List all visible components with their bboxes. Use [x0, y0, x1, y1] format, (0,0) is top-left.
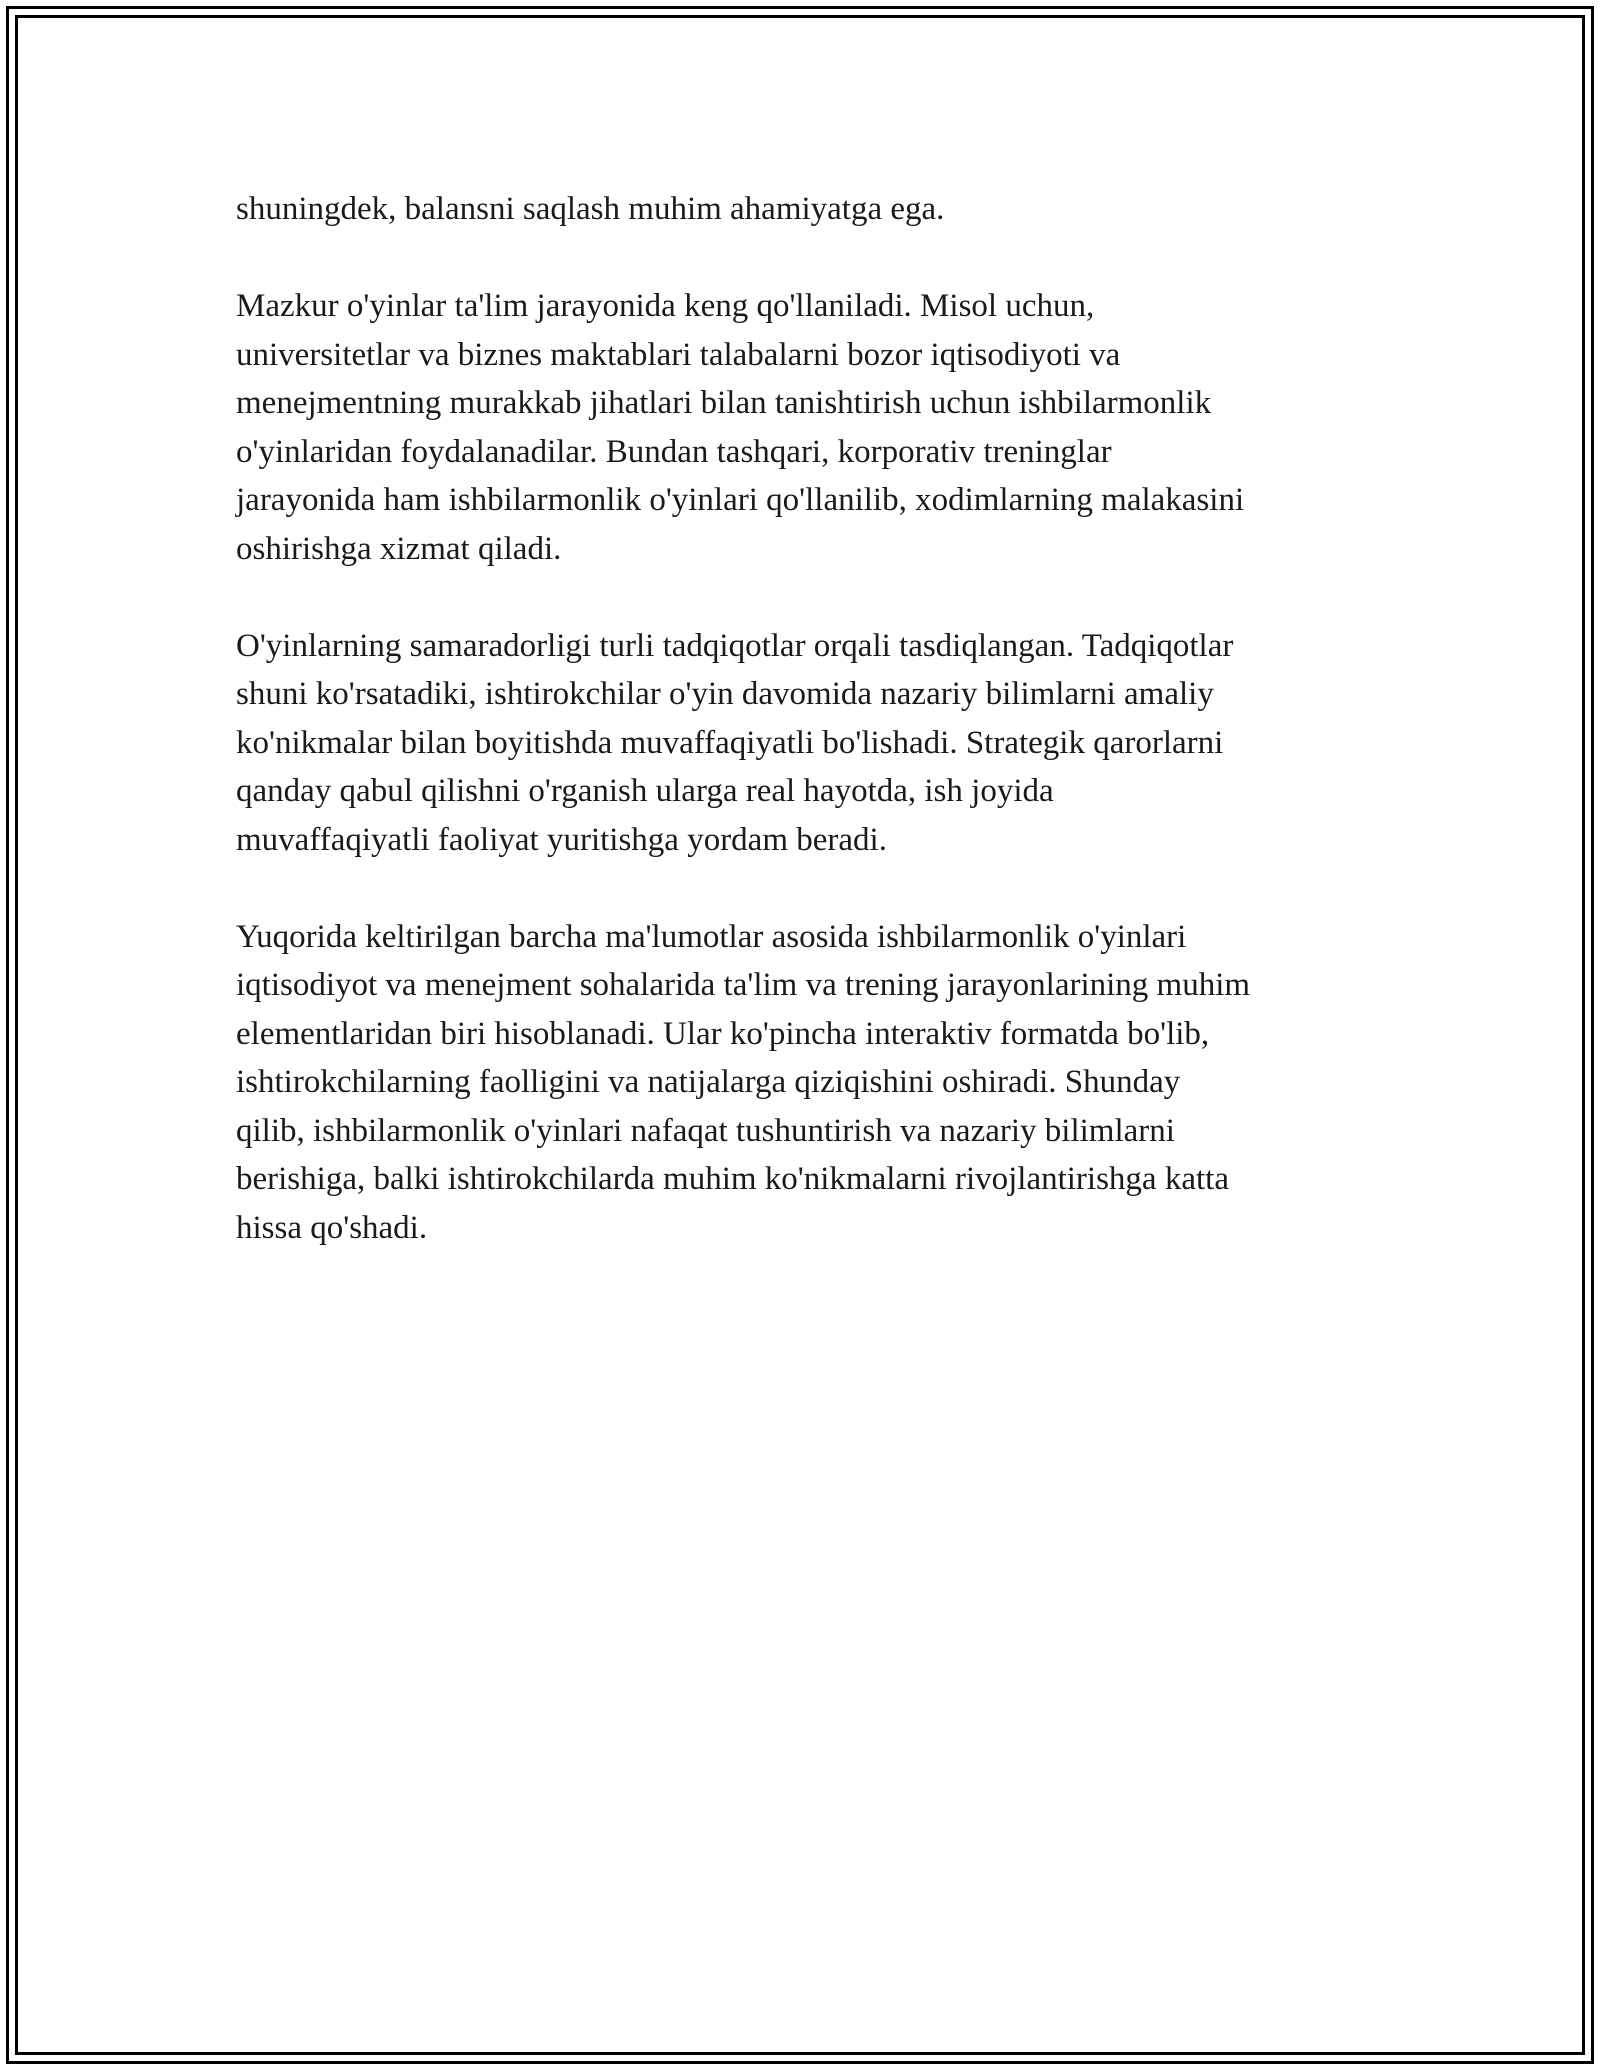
text-line: ishtirokchilarning faolligini va natijalarga qiziqishini oshiradi. Shunday [236, 1064, 1181, 1100]
text-line: qilib, ishbilarmonlik o'yinlari nafaqat tushuntirish va nazariy bilimlarni [236, 1112, 1175, 1149]
text-line: berishiga, balki ishtirokchilarda muhim ko'nikmalarni rivojlantirishga katta [236, 1161, 1229, 1197]
text-line: hissa qo'shadi. [236, 1209, 428, 1246]
text-line: muvaffaqiyatli faoliyat yuritishga yordam beradi. [236, 821, 887, 858]
text-line: Mazkur o'yinlar ta'lim jarayonida keng qo'llaniladi. Misol uchun, [236, 288, 1095, 324]
paragraph-2 [236, 282, 1376, 573]
text-line: ko'nikmalar bilan boyitishda muvaffaqiyatli bo'lishadi. Strategik qarorlarni [236, 724, 1224, 761]
text-line: elementlaridan biri hisoblanadi. Ular ko'pincha interaktiv formatda bo'lib, [236, 1015, 1210, 1052]
text-line: jarayonida ham ishbilarmonlik o'yinlari qo'llanilib, xodimlarning malakasini [236, 482, 1245, 518]
paragraph-1 [236, 185, 1376, 234]
text-line: oshirishga xizmat qiladi. [236, 530, 562, 567]
document-body [236, 185, 1376, 1301]
text-line: iqtisodiyot va menejment sohalarida ta'lim va trening jarayonlarining muhim [236, 967, 1251, 1003]
paragraph-3 [236, 622, 1376, 865]
text-line: menejmentning murakkab jihatlari bilan tanishtirish uchun ishbilarmonlik [236, 385, 1212, 421]
paragraph-4 [236, 913, 1376, 1253]
text-line: universitetlar va biznes maktablari talabalarni bozor iqtisodiyoti va [236, 336, 1121, 373]
text-line: o'yinlaridan foydalanadilar. Bundan tashqari, korporativ treninglar [236, 433, 1112, 470]
text-line: O'yinlarning samaradorligi turli tadqiqotlar orqali tasdiqlangan. Tadqiqotlar [236, 627, 1234, 664]
text-line: shuningdek, balansni saqlash muhim ahamiyatga ega. [236, 191, 945, 227]
text-line: Yuqorida keltirilgan barcha ma'lumotlar asosida ishbilarmonlik o'yinlari [236, 918, 1187, 955]
text-line: shuni ko'rsatadiki, ishtirokchilar o'yin davomida nazariy bilimlarni amaliy [236, 676, 1214, 712]
text-line: qanday qabul qilishni o'rganish ularga real hayotda, ish joyida [236, 773, 1054, 809]
